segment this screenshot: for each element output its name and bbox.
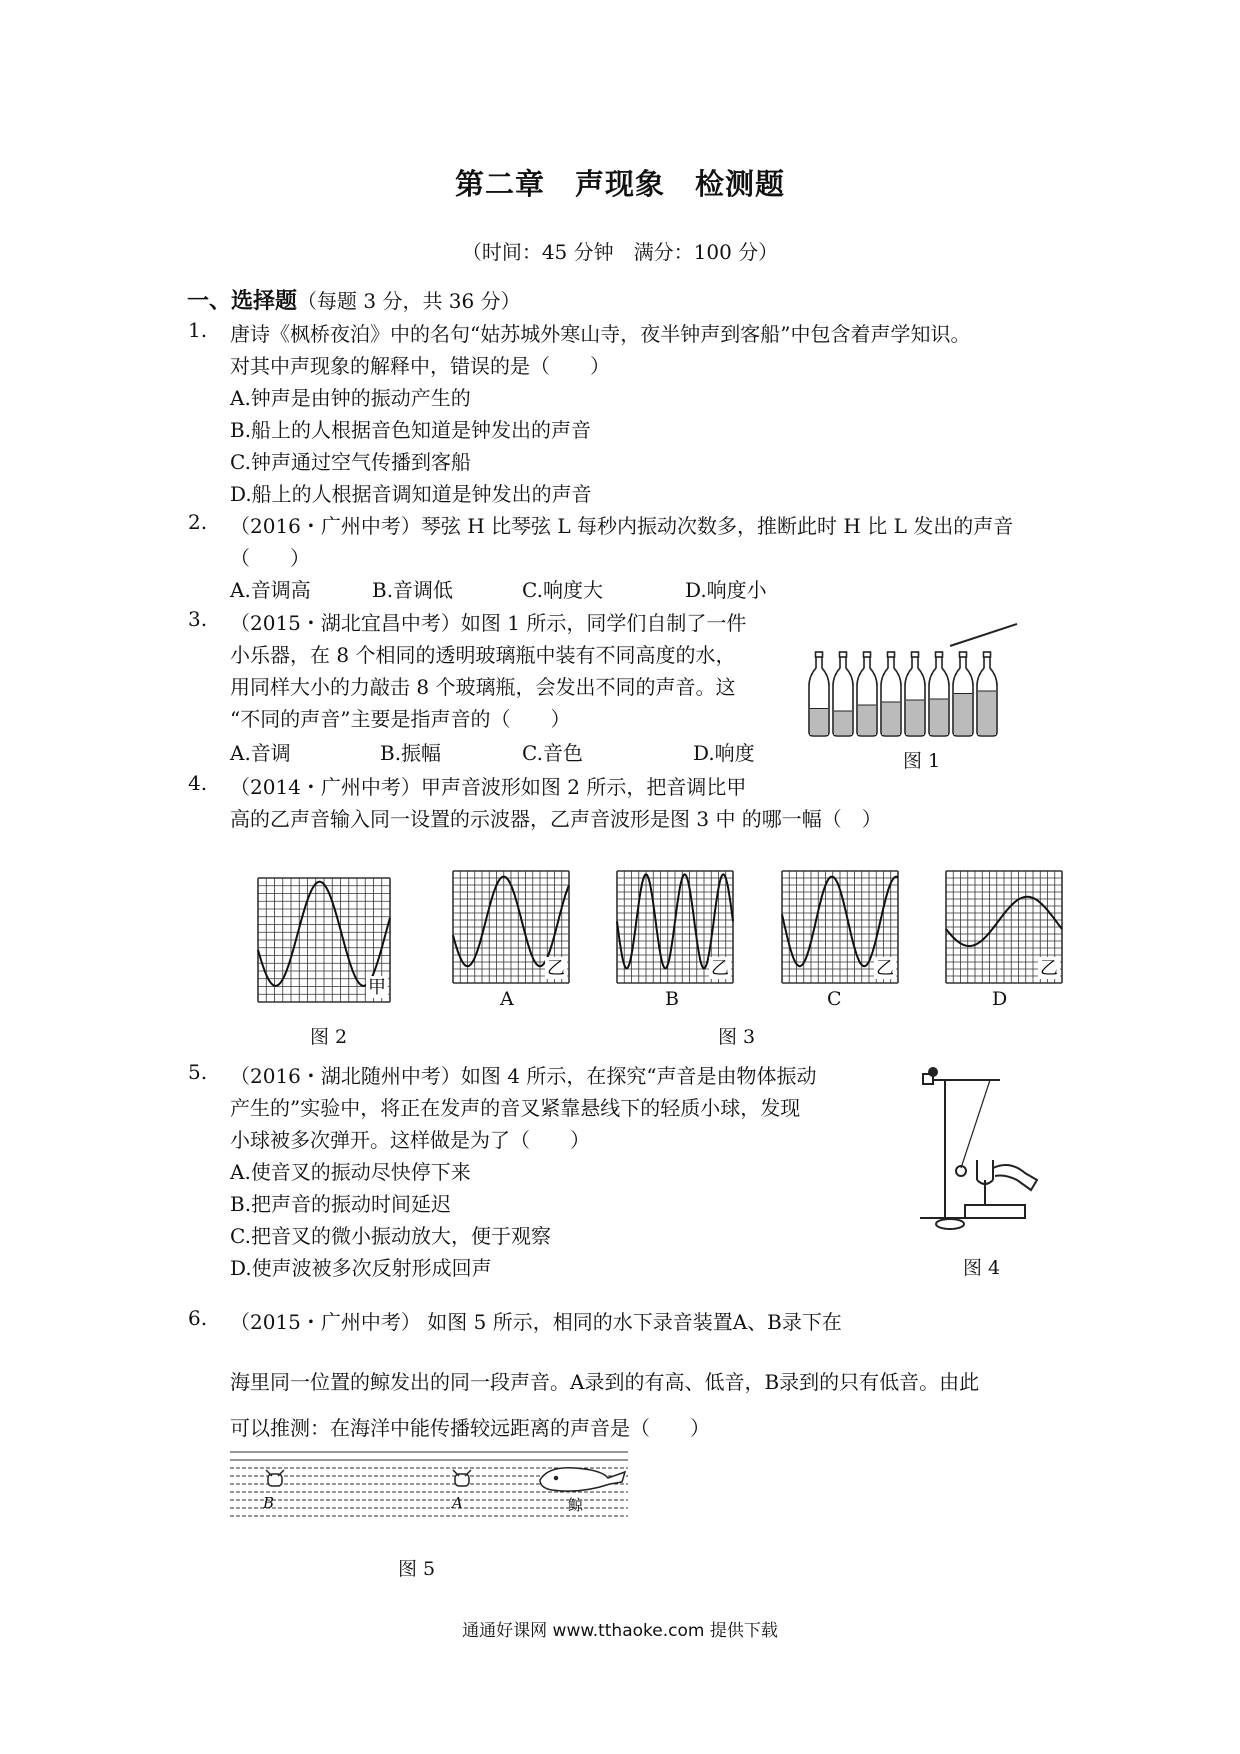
oscilloscope-jia xyxy=(258,878,390,1002)
question-text: 高的乙声音输入同一设置的示波器，乙声音波形是图 3 中 的哪一幅（ ） xyxy=(230,807,882,831)
question-text: （2015・湖北宜昌中考）如图 1 所示，同学们自制了一件 xyxy=(230,611,747,635)
oscilloscope-option-C xyxy=(782,871,898,983)
whale-icon xyxy=(540,1468,625,1491)
waveform-tag: 乙 xyxy=(1040,958,1058,979)
label-a: A xyxy=(452,1494,463,1512)
section-label: 一、选择题 xyxy=(187,289,298,314)
question-text: （2014・广州中考）甲声音波形如图 2 所示，把音调比甲 xyxy=(230,775,747,799)
figure-1-caption: 图 1 xyxy=(903,750,941,772)
footer-source: 通通好课网 www.tthaoke.com 提供下载 xyxy=(462,1621,778,1641)
question-text: 小乐器，在 8 个相同的透明玻璃瓶中装有不同高度的水， xyxy=(230,643,736,667)
question-text: 唐诗《枫桥夜泊》中的名句“姑苏城外寒山寺，夜半钟声到客船”中包含着声学知识。 xyxy=(230,322,971,346)
oscilloscope-option-A xyxy=(453,871,569,983)
option-a: A.使音叉的振动尽快停下来 xyxy=(230,1160,471,1184)
option-label-b: B xyxy=(665,988,679,1010)
question-text: “不同的声音”主要是指声音的（ ） xyxy=(230,707,571,731)
question-number: 5. xyxy=(188,1060,208,1084)
option-a: A.音调 xyxy=(230,741,291,765)
figure-5-underwater xyxy=(230,1448,630,1528)
option-c: C.音色 xyxy=(522,741,583,765)
question-text: 用同样大小的力敲击 8 个玻璃瓶，会发出不同的声音。这 xyxy=(230,675,736,699)
oscilloscope-option-B xyxy=(617,871,733,983)
figure-4-tuning-fork xyxy=(905,1068,1055,1238)
option-b: B.振幅 xyxy=(380,741,442,765)
question-text: （2016・湖北随州中考）如图 4 所示，在探究“声音是由物体振动 xyxy=(230,1064,817,1088)
question-number: 2. xyxy=(188,510,208,534)
option-a: A.音调高 xyxy=(230,578,311,602)
option-b: B.船上的人根据音色知道是钟发出的声音 xyxy=(230,418,592,442)
figure-3-caption: 图 3 xyxy=(718,1026,756,1048)
option-b: B.把声音的振动时间延迟 xyxy=(230,1192,452,1216)
oscilloscope-option-D xyxy=(946,871,1062,983)
option-d: D.响度 xyxy=(693,741,755,765)
option-label-a: A xyxy=(500,988,514,1010)
question-text: 海里同一位置的鲸发出的同一段声音。A录到的有高、低音，B录到的只有低音。由此 xyxy=(230,1370,980,1394)
option-b: B.音调低 xyxy=(372,578,454,602)
question-text: （2016・广州中考）琴弦 H 比琴弦 L 每秒内振动次数多，推断此时 H 比 L 发出的声音 xyxy=(230,514,1014,538)
question-text: 对其中声现象的解释中，错误的是（ ） xyxy=(230,354,610,378)
waveform-tag: 乙 xyxy=(711,958,729,979)
question-text: （2015・广州中考） 如图 5 所示，相同的水下录音装置A、B录下在 xyxy=(230,1310,842,1334)
label-whale: 鲸 xyxy=(568,1496,584,1514)
figure-2-caption: 图 2 xyxy=(310,1026,348,1048)
option-d: D.船上的人根据音调知道是钟发出的声音 xyxy=(230,482,592,506)
figure-5-caption: 图 5 xyxy=(398,1558,436,1580)
option-c: C.钟声通过空气传播到客船 xyxy=(230,450,471,474)
option-label-c: C xyxy=(827,988,842,1010)
recorder-b-icon xyxy=(268,1474,282,1486)
question-text: （ ） xyxy=(230,546,310,570)
question-number: 1. xyxy=(188,318,208,342)
section-note: （每题 3 分，共 36 分） xyxy=(297,289,521,313)
figure-4-caption: 图 4 xyxy=(963,1257,1001,1279)
question-text: 产生的”实验中，将正在发声的音叉紧靠悬线下的轻质小球，发现 xyxy=(230,1096,801,1120)
option-c: C.把音叉的微小振动放大，便于观察 xyxy=(230,1224,551,1248)
exam-info: （时间：45 分钟 满分：100 分） xyxy=(461,240,779,264)
question-number: 3. xyxy=(188,607,208,631)
waveform-tag: 乙 xyxy=(547,958,565,979)
page-title: 第二章 声现象 检测题 xyxy=(454,167,785,201)
waveform-tag: 乙 xyxy=(876,958,894,979)
option-d: D.使声波被多次反射形成回声 xyxy=(230,1256,492,1280)
waveform-tag: 甲 xyxy=(368,977,386,998)
question-text: 可以推测：在海洋中能传播较远距离的声音是（ ） xyxy=(230,1416,710,1440)
question-number: 6. xyxy=(188,1306,208,1330)
question-text: 小球被多次弹开。这样做是为了（ ） xyxy=(230,1128,590,1152)
label-b: B xyxy=(263,1494,275,1512)
option-a: A.钟声是由钟的振动产生的 xyxy=(230,386,471,410)
question-number: 4. xyxy=(188,771,208,795)
option-d: D.响度小 xyxy=(685,578,767,602)
option-c: C.响度大 xyxy=(522,578,603,602)
option-label-d: D xyxy=(992,988,1008,1010)
recorder-a-icon xyxy=(455,1474,469,1486)
